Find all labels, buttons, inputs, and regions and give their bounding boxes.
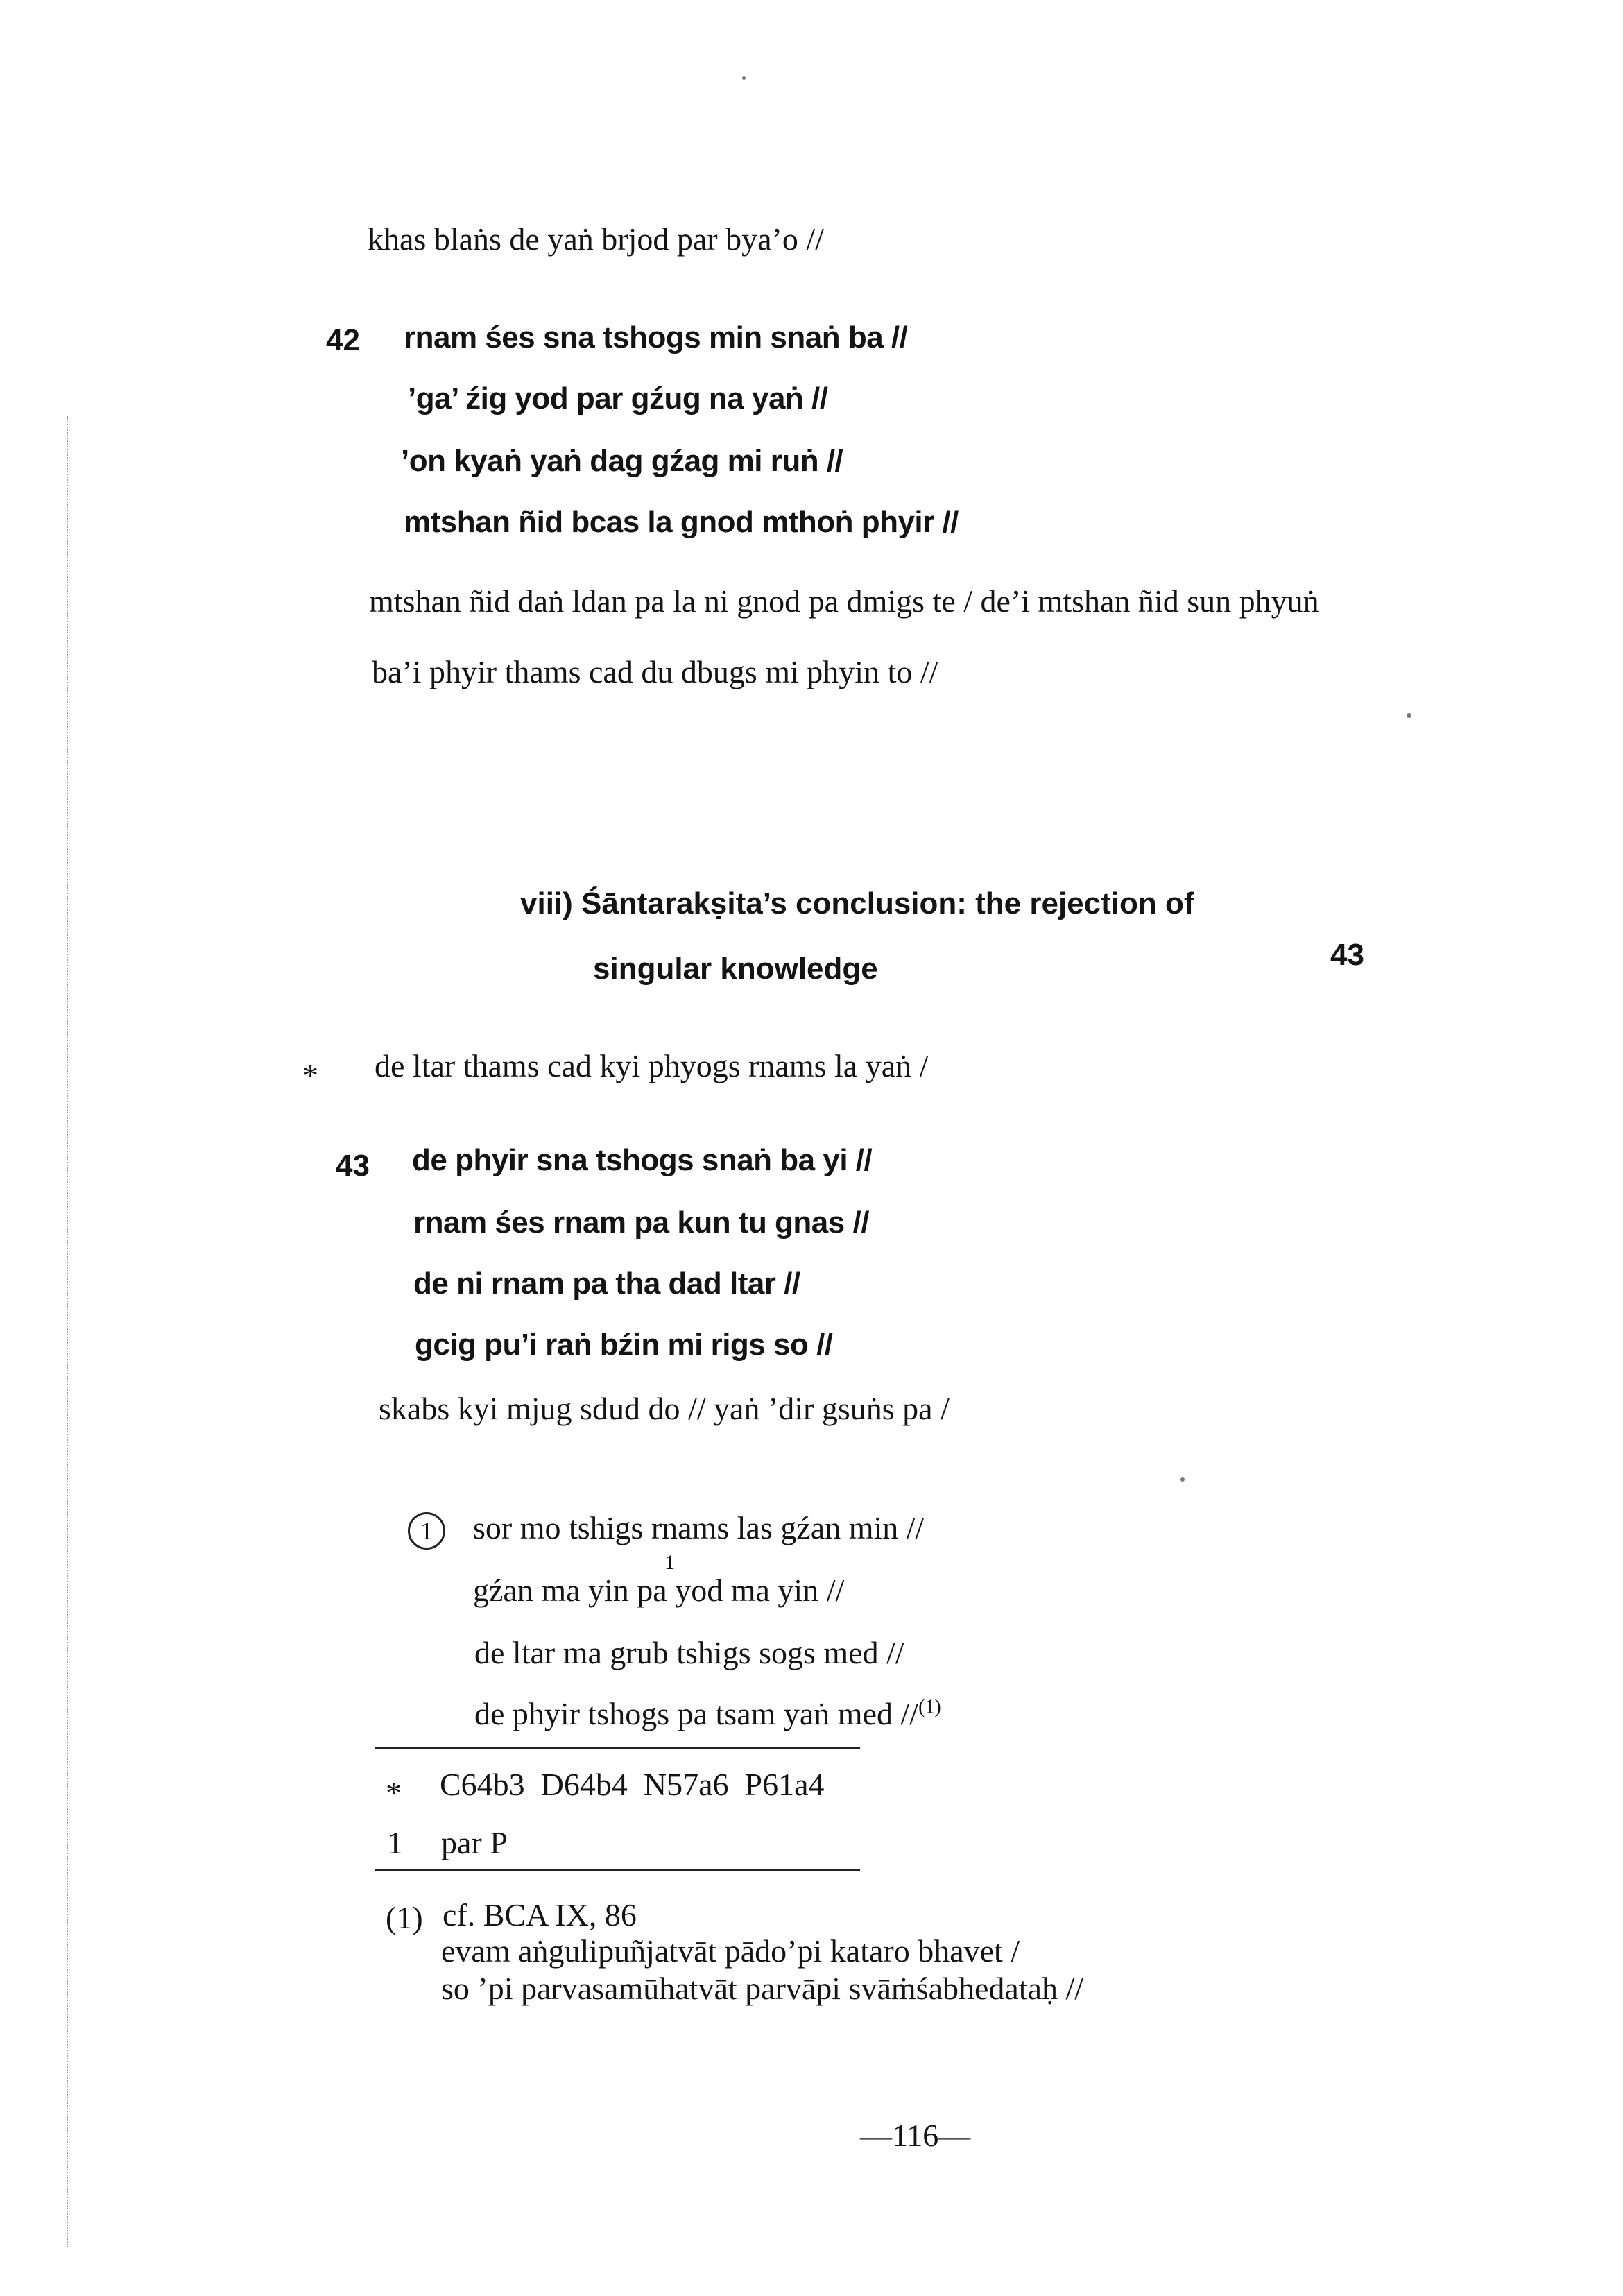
comment-line: mtshan ñid daṅ ldan pa la ni gnod pa dmigs te / de’i mtshan ñid sun phyuṅ [369,583,1319,619]
section-title-line2: singular knowledge [593,952,878,986]
footnote-ref: (1) [918,1696,941,1718]
verse-line: rnam śes rnam pa kun tu gnas // [413,1206,869,1240]
apparatus-rule-bottom [375,1869,860,1871]
verse-number: 43 [336,1149,370,1183]
page-number: —116— [860,2118,971,2153]
footnote-line: evam aṅgulipuñjatvāt pādo’pi kataro bhavet / [441,1933,1020,1969]
verse-line: ’ga’ źig yod par gźug na yaṅ // [408,382,828,415]
quote-line-text: de phyir tshogs pa tsam yaṅ med // [474,1696,919,1731]
section-title: Śāntarakṣita’s conclusion: the rejection of [581,886,1194,920]
quote-line: gźan ma yin pa yod ma yin // [473,1573,845,1608]
scan-speck [1407,713,1411,718]
scan-margin-line [67,416,69,2247]
prose-line: de ltar thams cad kyi phyogs rnams la yaṅ / [375,1048,929,1083]
verse-line: de phyir sna tshogs snaṅ ba yi // [412,1143,873,1177]
verse-line: rnam śes sna tshogs min snaṅ ba // [404,320,908,354]
footnote-ref-line: cf. BCA IX, 86 [443,1897,637,1933]
verse-line: gcig pu’i raṅ bźin mi rigs so // [415,1328,833,1362]
apparatus-sources: C64b3 D64b4 N57a6 P61a4 [440,1767,825,1802]
asterisk-mark: * [386,1775,402,1810]
comment-line: ba’i phyir thams cad du dbugs mi phyin to // [372,654,938,689]
verse-line: mtshan ñid bcas la gnod mthoṅ phyir // [404,505,959,539]
section-heading [520,886,1194,921]
scan-speck [742,76,746,80]
section-label: viii) [520,886,573,920]
asterisk-mark: * [302,1058,318,1093]
apparatus-variant-text: par P [441,1825,508,1860]
quote-line: de ltar ma grub tshigs sogs med // [474,1635,904,1670]
quote-line: sor mo tshigs rnams las gźan min // [473,1510,925,1545]
footnote-label: (1) [386,1900,423,1935]
prose-line: skabs kyi mjug sdud do // yaṅ ’dir gsuṅs pa / [379,1391,950,1426]
apparatus-rule-top [375,1747,860,1749]
apparatus-variant-number: 1 [387,1825,403,1860]
prose-line: khas blaṅs de yaṅ brjod par bya’o // [368,221,824,257]
circled-marker: 1 [408,1512,445,1550]
verse-number: 42 [326,323,360,357]
verse-line: ’on kyaṅ yaṅ dag gźag mi ruṅ // [401,444,843,478]
quote-line [474,1695,941,1732]
variant-mark: 1 [664,1551,675,1574]
footnote-line: so ’pi parvasamūhatvāt parvāpi svāṁśabhedataḥ // [441,1971,1084,2006]
section-side-number: 43 [1330,938,1364,972]
verse-line: de ni rnam pa tha dad ltar // [413,1267,800,1301]
scan-speck [1180,1477,1185,1482]
